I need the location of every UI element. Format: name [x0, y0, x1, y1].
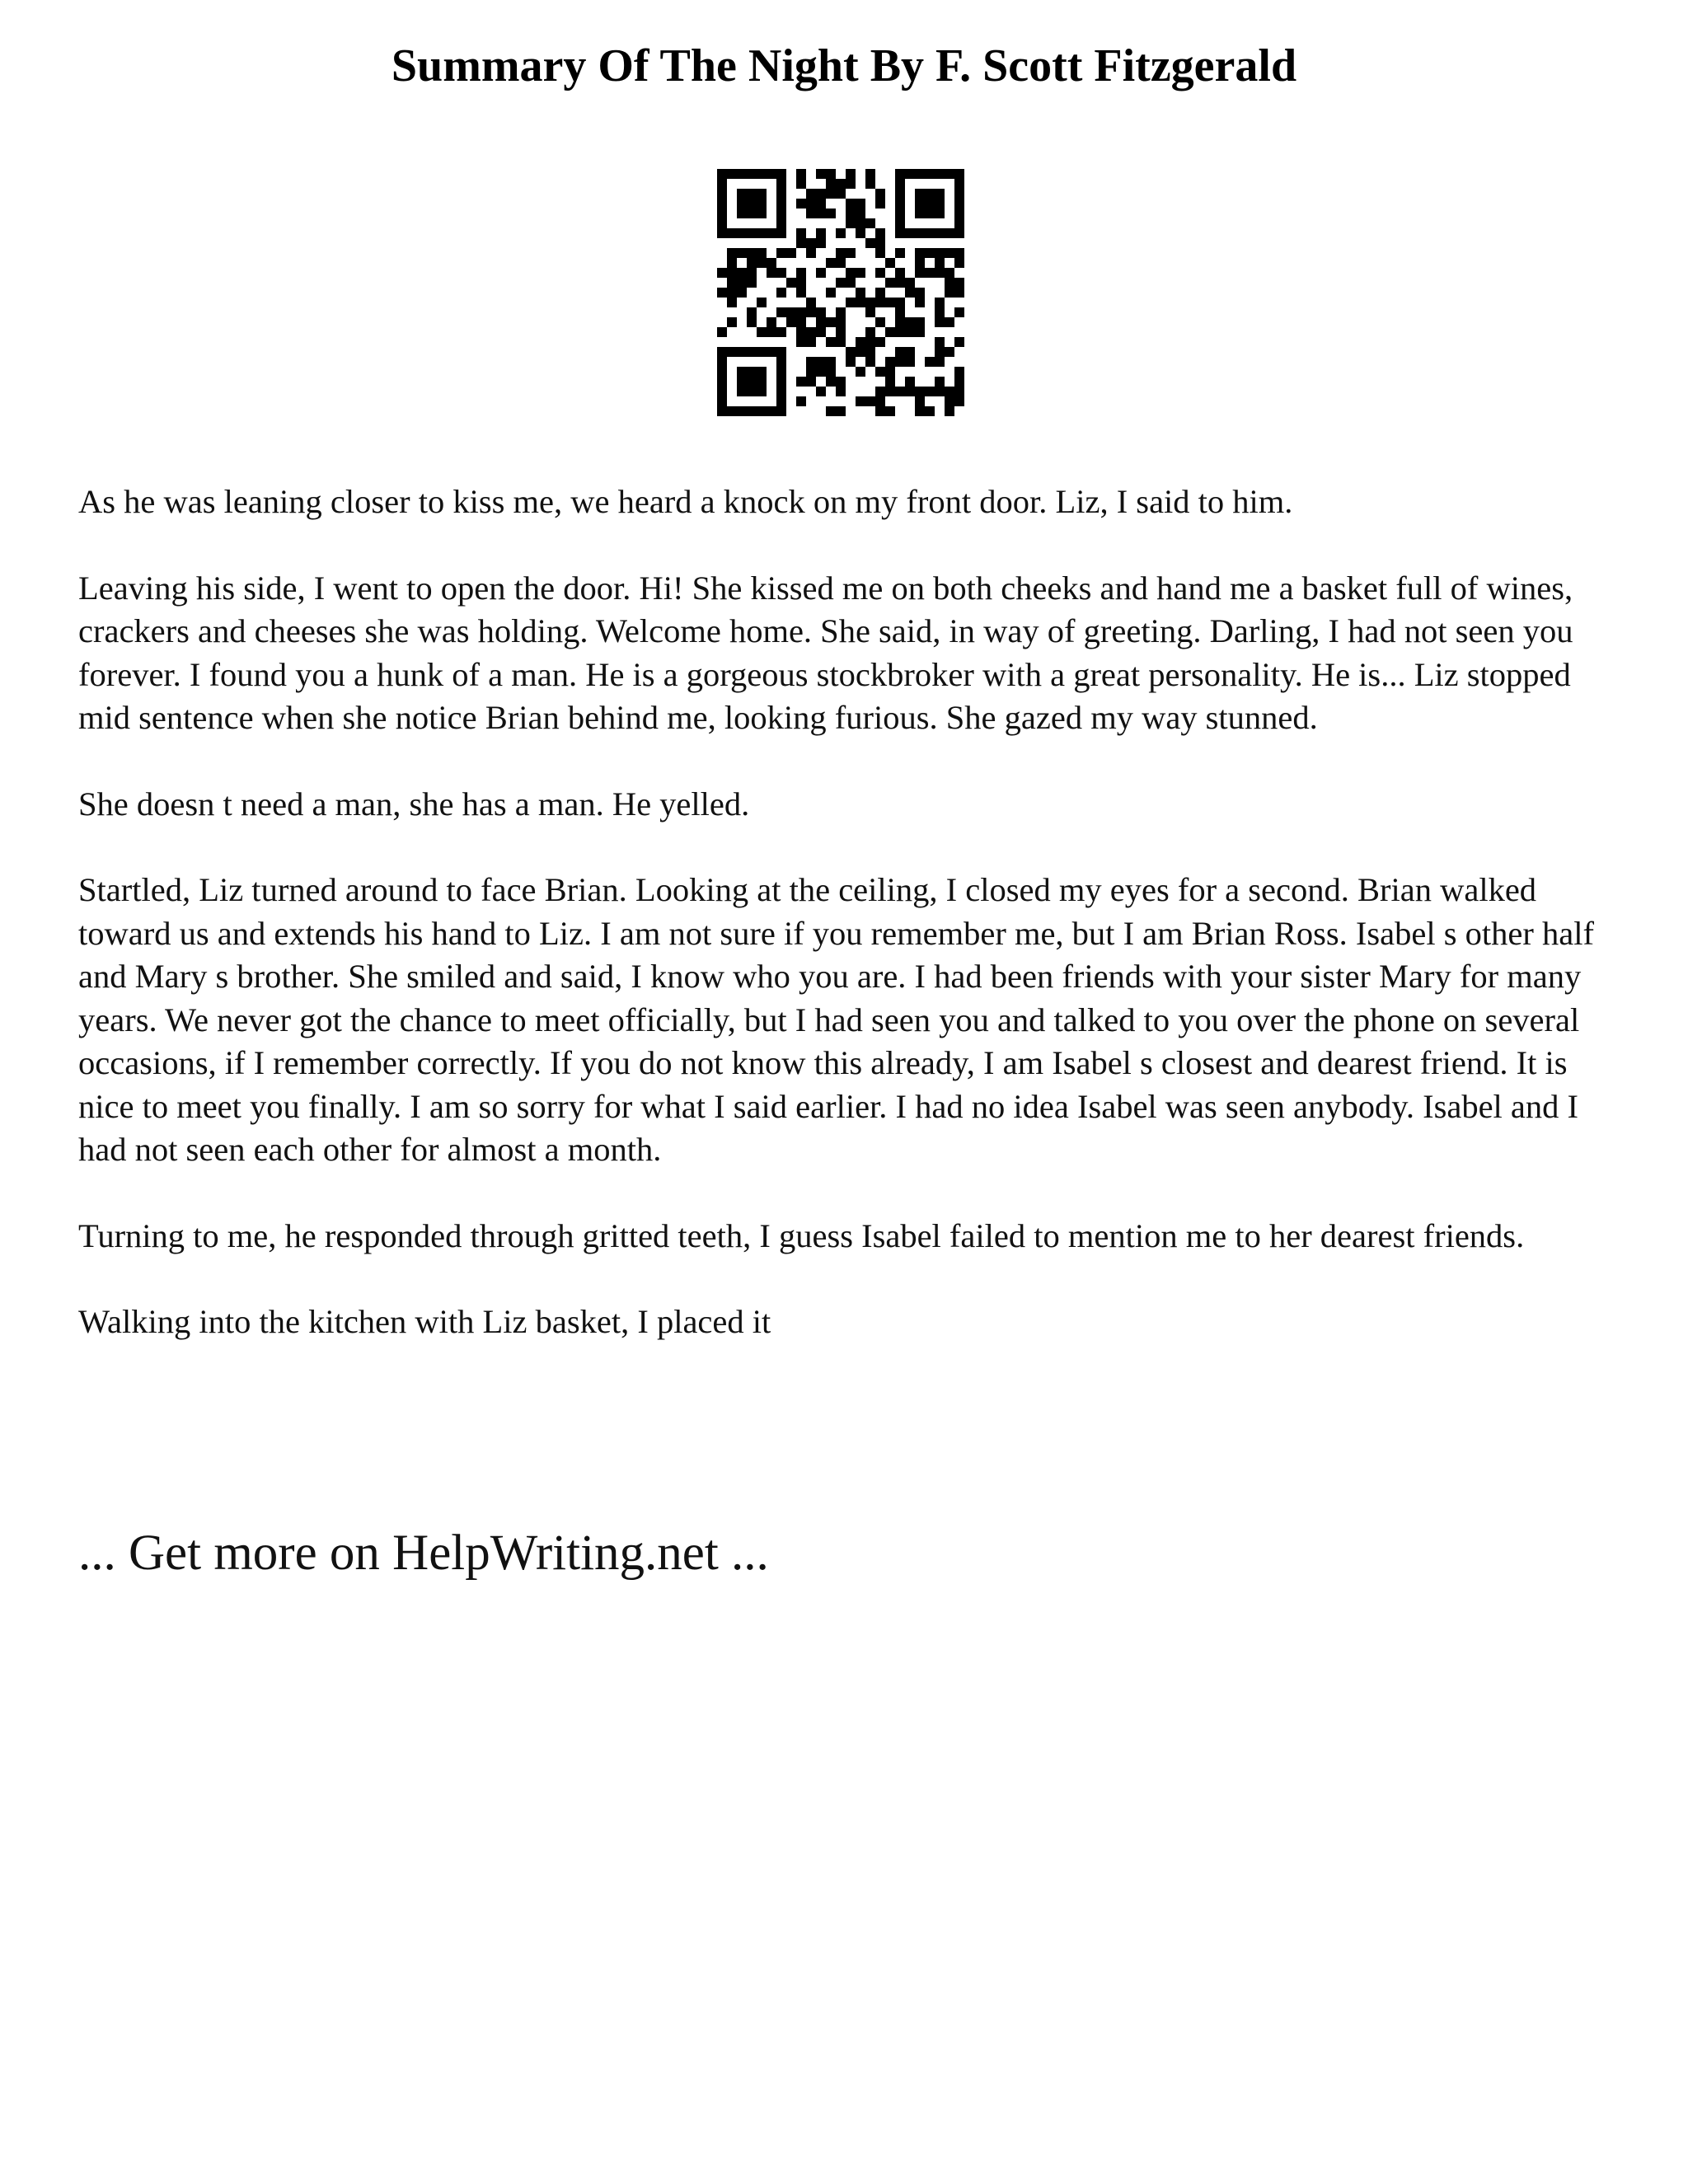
get-more-link[interactable]: ... Get more on HelpWriting.net ... [78, 1526, 769, 1581]
paragraph: She doesn t need a man, she has a man. He yelled. [78, 785, 750, 823]
document-title: Summary Of The Night By F. Scott Fitzgerald [391, 40, 1297, 91]
paragraph: Turning to me, he responded through gritted teeth, I guess Isabel failed to mention me to her dearest friends. [78, 1216, 1525, 1254]
paragraph: Walking into the kitchen with Liz basket, I placed it [78, 1303, 771, 1340]
paragraph: Leaving his side, I went to open the door. Hi! She kissed me on both cheeks and hand me a basket full of wines, crackers and cheeses she was holding. Welcome home. She said, in way of greeting. Darling, I had not seen you forever. I found you a hunk of a man. He is a gorgeous stockbroker with a great personality. He is... Liz stopped mid sentence when she notice Brian behind me, looking furious. She gazed my way stunned. [78, 569, 1573, 736]
paragraph: As he was leaning closer to kiss me, we heard a knock on my front door. Liz, I said to him. [78, 483, 1293, 520]
paragraph: Startled, Liz turned around to face Brian. Looking at the ceiling, I closed my eyes for a second. Brian walked toward us and extends his hand to Liz. I am not sure if you remember me, but I am Brian Ross. Isabel s other half and Mary s brother. She smiled and said, I know who you are. I had been friends with your sister Mary for many years. We never got the chance to meet officially, but I had seen you and talked to you over the phone on several occasions, if I remember correctly. If you do not know this already, I am Isabel s closest and dearest friend. It is nice to meet you finally. I am so sorry for what I said earlier. I had no idea Isabel was seen anybody. Isabel and I had not seen each other for almost a month. [78, 871, 1594, 1168]
document-body [78, 480, 1628, 1387]
qr-code-icon [717, 169, 964, 416]
